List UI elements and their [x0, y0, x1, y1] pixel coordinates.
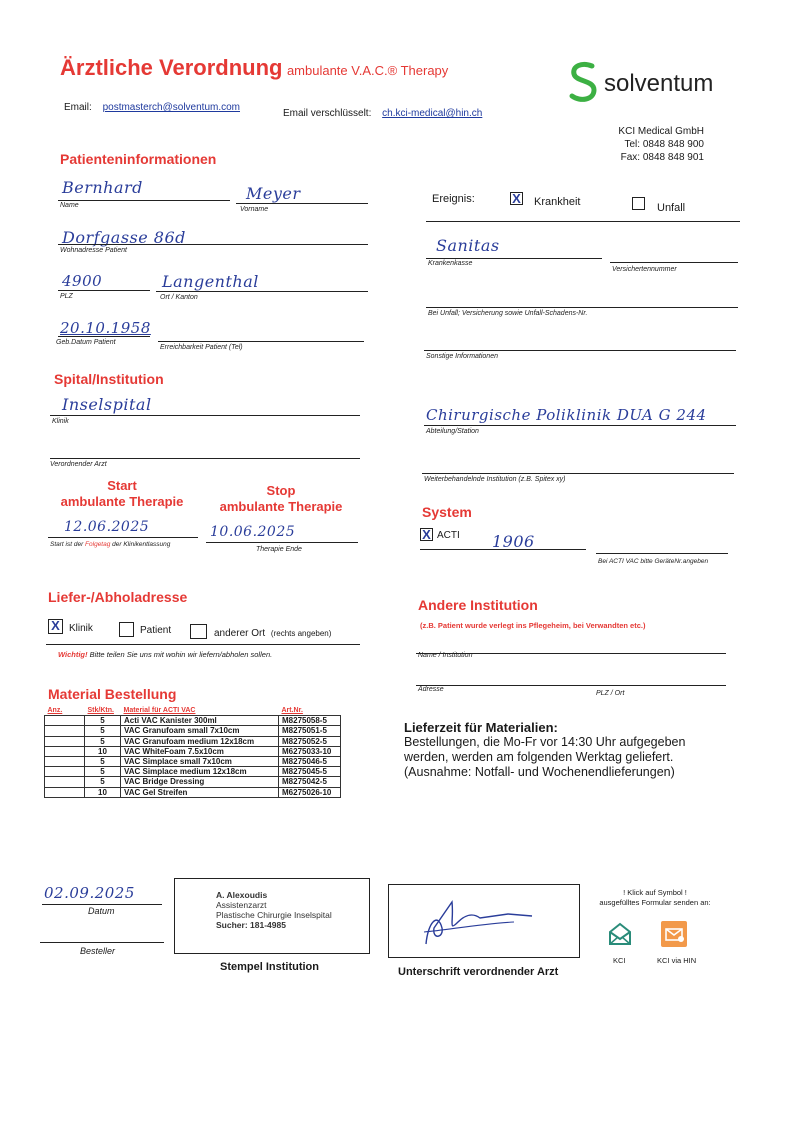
delivery-other-checkbox[interactable]	[190, 624, 207, 639]
start-title-line1: Start	[107, 478, 137, 493]
stop-title-line1: Stop	[266, 483, 296, 498]
arzt-label: Verordnender Arzt	[50, 461, 107, 468]
versnr-label: Versichertennummer	[612, 266, 677, 273]
patient-address-value[interactable]: Dorfgasse 86d	[62, 228, 186, 247]
stop-date-label: Therapie Ende	[256, 546, 302, 553]
logo-text: solventum	[604, 70, 714, 97]
start-label-a: Start ist der	[50, 541, 86, 548]
warning-text: Bitte teilen Sie uns mit wohin wir liefern/abholen sollen.	[87, 650, 273, 659]
artnr-cell: M6275026-10	[279, 787, 341, 797]
hin-mail-icon	[661, 921, 687, 947]
table-row	[45, 746, 341, 756]
reach-label: Erreichbarkeit Patient (Tel)	[160, 344, 243, 351]
abteilung-value[interactable]: Chirurgische Poliklinik DUA G 244	[426, 406, 707, 424]
sonstige-label: Sonstige Informationen	[426, 353, 498, 360]
start-label-c: der Klinikentlassung	[110, 541, 171, 548]
table-row	[45, 777, 341, 787]
artnr-cell: M8275051-5	[279, 726, 341, 736]
besteller-line	[40, 942, 164, 943]
artnr-cell: M6275033-10	[279, 746, 341, 756]
anz-cell[interactable]	[45, 726, 85, 736]
klinik-label: Klinik	[52, 418, 69, 425]
start-title	[52, 478, 192, 510]
date-line	[42, 904, 162, 905]
material-cell: VAC Simplace small 7x10cm	[121, 756, 279, 766]
name-line	[58, 200, 230, 201]
unfall-checkbox[interactable]	[632, 197, 645, 210]
versnr-line	[610, 262, 738, 263]
delivery-other-note: (rechts angeben)	[270, 629, 332, 638]
delivery-info	[404, 720, 685, 780]
ort-line	[156, 291, 368, 292]
mail-icon	[607, 921, 633, 947]
artnr-cell: M8275052-5	[279, 736, 341, 746]
stk-cell: 5	[85, 716, 121, 726]
anz-cell[interactable]	[45, 756, 85, 766]
material-cell: Acti VAC Kanister 300ml	[121, 716, 279, 726]
solventum-s-icon	[566, 60, 602, 104]
plz-label: PLZ	[60, 293, 73, 300]
col-stk: Stk/Ktn.	[85, 706, 121, 716]
event-label: Ereignis:	[432, 193, 475, 205]
table-row	[45, 716, 341, 726]
email-label: Email:	[64, 102, 92, 113]
delivery-klinik-label: Klinik	[69, 623, 93, 634]
device-line	[596, 553, 728, 554]
stk-cell: 5	[85, 777, 121, 787]
delivery-patient-checkbox[interactable]	[119, 622, 134, 637]
stop-title-line2: ambulante Therapie	[219, 499, 343, 514]
material-cell: VAC Bridge Dressing	[121, 777, 279, 787]
start-label-b: Folgetag	[85, 541, 111, 548]
anz-cell[interactable]	[45, 716, 85, 726]
stk-cell: 5	[85, 726, 121, 736]
start-title-line2: ambulante Therapie	[60, 494, 184, 509]
weiter-line	[422, 473, 734, 474]
stk-cell: 5	[85, 756, 121, 766]
spital-section-title: Spital/Institution	[54, 371, 164, 387]
unfall-label: Unfall	[657, 202, 686, 214]
patient-ort-value[interactable]: Langenthal	[162, 272, 259, 291]
material-cell: VAC Simplace medium 12x18cm	[121, 767, 279, 777]
vorname-line	[236, 203, 368, 204]
email-encrypted-link[interactable]: ch.kci-medical@hin.ch	[382, 108, 483, 119]
krankenkasse-value[interactable]: Sanitas	[436, 236, 500, 255]
form-title	[60, 55, 448, 81]
start-line	[48, 537, 198, 538]
other-inst-note: (z.B. Patient wurde verlegt ins Pflegeheim, bei Verwandten etc.)	[420, 621, 646, 630]
hin-label: KCI via HIN	[657, 956, 697, 965]
email-encrypted-label: Email verschlüsselt:	[283, 108, 372, 119]
address-label: Wohnadresse Patient	[60, 247, 127, 254]
delivery-klinik-checkbox[interactable]: X	[48, 619, 63, 634]
material-cell: VAC Gel Streifen	[121, 787, 279, 797]
unfall-info-line	[426, 307, 738, 308]
kci-mail-button[interactable]	[607, 921, 633, 947]
other-address-line	[416, 685, 726, 686]
artnr-cell: M8275058-5	[279, 716, 341, 726]
stop-date-value[interactable]: 10.06.2025	[210, 524, 296, 540]
col-artnr: Art.Nr.	[279, 706, 341, 716]
material-table	[44, 706, 341, 798]
dob-label: Geb.Datum Patient	[56, 339, 116, 346]
delivery-warning	[58, 650, 272, 659]
company-name: KCI Medical GmbH	[618, 126, 704, 137]
order-date-value[interactable]: 02.09.2025	[44, 884, 135, 902]
besteller-label: Besteller	[80, 946, 116, 956]
unfall-info-label: Bei Unfall; Versicherung sowie Unfall-Schadens-Nr.	[428, 310, 588, 317]
table-row	[45, 736, 341, 746]
system-line	[420, 549, 586, 550]
weiter-label: Weiterbehandelnde Institution (z.B. Spitex xy)	[424, 476, 566, 483]
company-info	[612, 125, 704, 164]
stk-cell: 10	[85, 787, 121, 797]
other-inst-section-title: Andere Institution	[418, 597, 538, 613]
anz-cell[interactable]	[45, 746, 85, 756]
send-title-2: ausgefülltes Formular senden an:	[599, 898, 711, 907]
reach-line	[158, 341, 364, 342]
klinik-value[interactable]: Inselspital	[62, 395, 152, 414]
delivery-section-title: Liefer-/Abholadresse	[48, 589, 188, 605]
material-cell: VAC WhiteFoam 7.5x10cm	[121, 746, 279, 756]
krankheit-checkbox[interactable]: X	[510, 192, 523, 205]
table-row	[45, 767, 341, 777]
material-cell: VAC Granufoam medium 12x18cm	[121, 736, 279, 746]
acti-label: ACTI	[437, 530, 460, 541]
date-label: Datum	[88, 906, 115, 916]
title-sub: ambulante V.A.C.® Therapy	[286, 63, 449, 78]
solventum-logo	[566, 60, 602, 109]
anz-cell[interactable]	[45, 787, 85, 797]
other-name-label: Name / Institution	[418, 652, 473, 659]
stamp-line1: A. Alexoudis	[216, 890, 268, 900]
send-instructions	[590, 888, 720, 908]
delivery-info-line1: Bestellungen, die Mo-Fr vor 14:30 Uhr aufgegeben	[404, 735, 686, 749]
material-rows	[45, 716, 341, 798]
stamp-label: Stempel Institution	[220, 961, 319, 973]
kasse-line	[426, 258, 602, 259]
delivery-other-label	[214, 628, 331, 639]
event-line	[426, 221, 740, 222]
stop-title	[210, 483, 352, 515]
sonstige-line	[424, 350, 736, 351]
stamp-line4: Sucher: 181-4985	[216, 920, 286, 930]
delivery-line	[46, 644, 360, 645]
kasse-label: Krankenkasse	[428, 260, 473, 267]
anz-cell[interactable]	[45, 767, 85, 777]
acti-checkbox[interactable]: X	[420, 528, 433, 541]
ort-label: Ort / Kanton	[160, 294, 198, 301]
delivery-info-line2: werden, werden am folgenden Werktag geliefert.	[404, 750, 674, 764]
arzt-line	[50, 458, 360, 459]
device-label: Bei ACTI VAC bitte GeräteNr.angeben	[598, 558, 709, 565]
warning-bold: Wichtig!	[58, 650, 88, 659]
email-encrypted-row	[283, 108, 482, 119]
patient-vorname-value[interactable]: Meyer	[246, 184, 301, 203]
email-row	[64, 102, 240, 113]
artnr-cell: M8275046-5	[279, 756, 341, 766]
vorname-label: Vorname	[240, 206, 269, 213]
klinik-line	[50, 415, 360, 416]
device-number-value[interactable]: 1906	[492, 532, 535, 551]
start-date-value[interactable]: 12.06.2025	[64, 519, 150, 535]
table-row	[45, 756, 341, 766]
artnr-cell: M8275045-5	[279, 767, 341, 777]
stamp-text	[216, 890, 332, 930]
doctor-signature	[418, 892, 538, 952]
plz-line	[58, 290, 150, 291]
stop-line	[206, 542, 358, 543]
material-section-title: Material Bestellung	[48, 686, 177, 702]
other-address-label: Adresse	[418, 686, 444, 693]
material-cell: VAC Granufoam small 7x10cm	[121, 726, 279, 736]
anz-cell[interactable]	[45, 736, 85, 746]
stamp-line3: Plastische Chirurgie Inselspital	[216, 910, 332, 920]
delivery-info-title: Lieferzeit für Materialien:	[404, 720, 558, 735]
stk-cell: 5	[85, 736, 121, 746]
delivery-other-text: anderer Ort	[214, 628, 266, 639]
anz-cell[interactable]	[45, 777, 85, 787]
stk-cell: 10	[85, 746, 121, 756]
table-row	[45, 726, 341, 736]
signature-label: Unterschrift verordnender Arzt	[398, 966, 559, 978]
kci-hin-button[interactable]	[661, 921, 687, 947]
title-main: Ärztliche Verordnung	[60, 55, 283, 80]
col-anz: Anz.	[45, 706, 85, 716]
krankheit-label: Krankheit	[534, 196, 581, 208]
patient-section-title: Patienteninformationen	[60, 151, 217, 167]
artnr-cell: M8275042-5	[279, 777, 341, 787]
abteilung-label: Abteilung/Station	[426, 428, 479, 435]
other-plz-label: PLZ / Ort	[596, 690, 625, 697]
table-row	[45, 787, 341, 797]
material-header-row	[45, 706, 341, 716]
address-line	[58, 244, 368, 245]
company-tel: Tel: 0848 848 900	[624, 139, 704, 150]
dob-line	[58, 336, 150, 337]
stamp-line2: Assistenzarzt	[216, 900, 267, 910]
company-fax: Fax: 0848 848 901	[620, 152, 704, 163]
delivery-info-line3: (Ausnahme: Notfall- und Wochenendlieferungen)	[404, 765, 675, 779]
col-material: Material für ACTI VAC	[121, 706, 279, 716]
start-date-label	[50, 541, 170, 548]
kci-label: KCI	[613, 956, 626, 965]
delivery-patient-label: Patient	[140, 625, 172, 636]
patient-plz-value[interactable]: 4900	[62, 272, 103, 290]
abteilung-line	[424, 425, 736, 426]
stk-cell: 5	[85, 767, 121, 777]
system-section-title: System	[422, 504, 472, 520]
email-link[interactable]: postmasterch@solventum.com	[102, 102, 240, 113]
patient-name-value[interactable]: Bernhard	[62, 178, 143, 197]
send-title-1: ! Klick auf Symbol !	[623, 888, 687, 897]
name-label: Name	[60, 202, 79, 209]
patient-dob-value[interactable]: 20.10.1958	[60, 319, 151, 337]
